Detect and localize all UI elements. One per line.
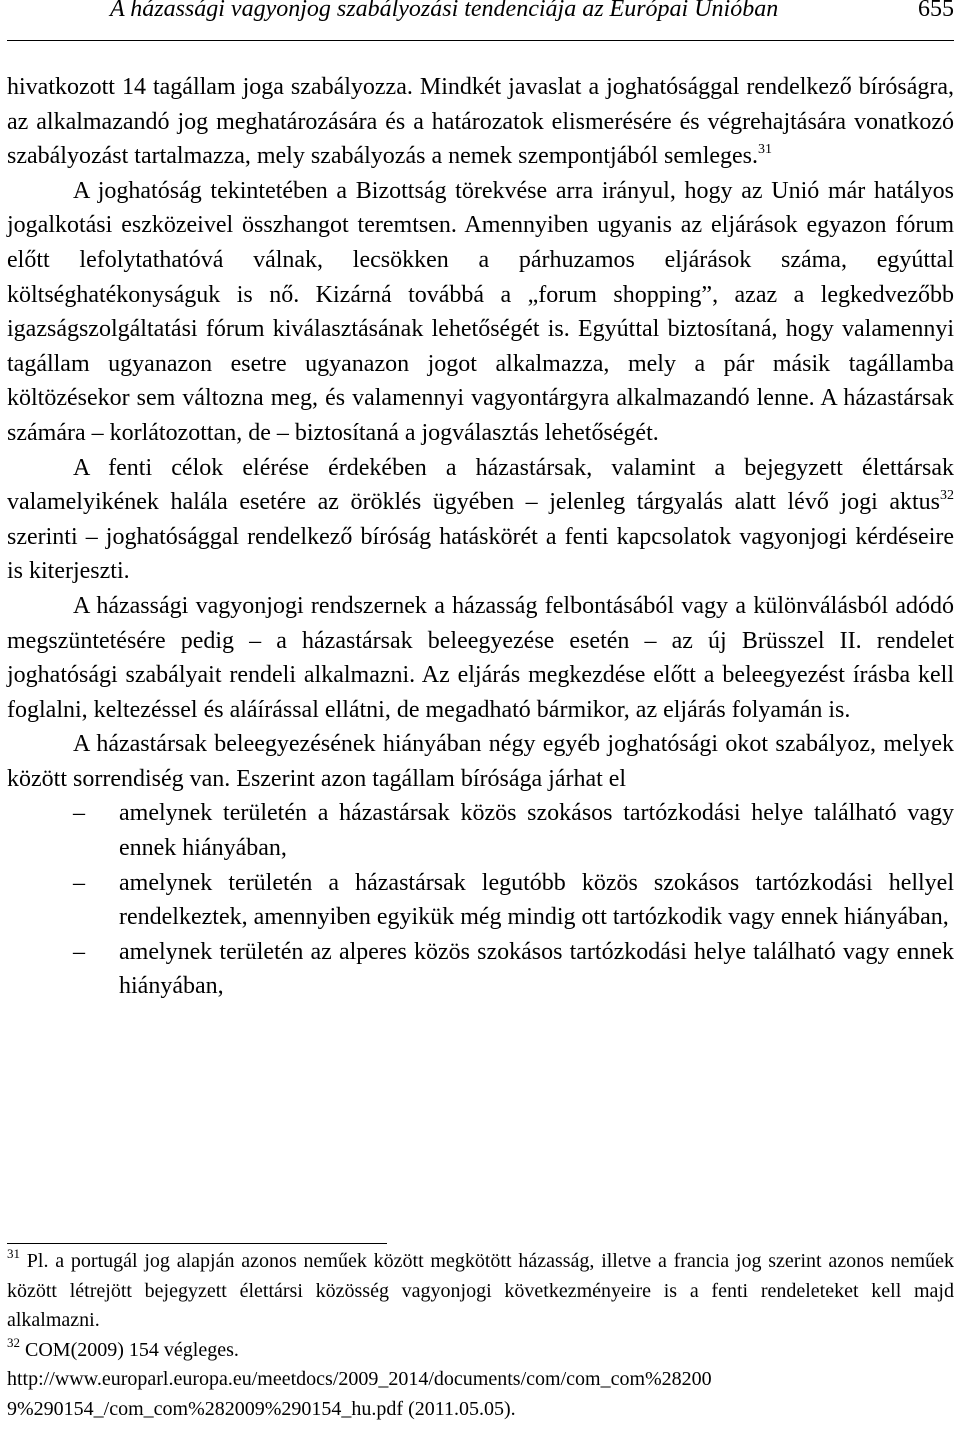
list-item-text: amelynek területén a házastársak legutóbb közös szokásos tartózkodási hellyel rendelkeztek, amennyiben egyikük még mindig ott tartózkodik vagy ennek hiányában, [119,869,954,931]
footnote-32 [7,1336,954,1366]
footnote-32-text: COM(2009) 154 végleges. [20,1338,239,1361]
running-header [7,0,954,41]
list-item-text: amelynek területén az alperes közös szokásos tartózkodási helye található vagy ennek hiányában, [119,938,954,1000]
list-item-text: amelynek területén a házastársak közös szokásos tartózkodási helye található vagy ennek hiányában, [119,800,954,862]
footnote-31-number: 31 [7,1246,20,1261]
paragraph-1 [7,70,954,174]
paragraph-1-text: hivatkozott 14 tagállam joga szabályozza. Mindkét javaslat a joghatósággal rendelkező bíróságra, az alkalmazandó jog meghatározására és a határozatok elismerésére és végrehajtására vonatkozó szabályozást tartalmazza, mely szabályozás a nemek szempontjából semleges. [7,74,954,170]
document-page [7,0,954,1420]
footnotes [7,1247,954,1424]
paragraph-5: A házastársak beleegyezésének hiányában négy egyéb joghatósági okot szabályoz, melyek között sorrendiség van. Eszerint azon tagállam bírósága járhat el [7,731,954,792]
dash-marker: – [73,938,85,965]
page-number: 655 [918,0,954,22]
paragraph-3 [7,451,954,589]
footnote-32-url-line-1[interactable]: http://www.europarl.europa.eu/meetdocs/2009_2014/documents/com/com_com%28200 [7,1368,712,1390]
paragraph-3-text-a: A fenti célok elérése érdekében a házastársak, valamint a bejegyzett élettársak valamelyikének halála esetére az öröklés ügyében – jelenleg tárgyalás alatt lévő jogi aktus [7,454,954,516]
footnote-32-url-line-2[interactable]: 9%290154_/com_com%282009%290154_hu.pdf (2011.05.05). [7,1397,516,1420]
footnote-32-number: 32 [7,1334,20,1350]
body-text [7,70,954,1004]
footnote-31 [7,1247,954,1336]
footnote-separator [7,1243,387,1244]
paragraph-3-text-b: szerinti – joghatósággal rendelkező bíróság hatáskörét a fenti kapcsolatok vagyonjogi kérdéseire is kiterjeszti. [7,523,954,585]
header-title: A házassági vagyonjog szabályozási tendenciája az Európai Unióban [110,0,779,22]
dash-marker: – [73,869,85,896]
footnote-ref-31[interactable]: 31 [758,142,773,158]
footnote-ref-32[interactable]: 32 [940,488,954,504]
list-item [7,796,954,865]
footnote-31-text: Pl. a portugál jog alapján azonos neműek között megkötött házasság, illetve a francia jog szerint azonos neműek között létrejött bejegyzett élettársi közösség vagyonjogi következményeire is a fenti rendeleteket kell majd alkalmazni. [7,1250,954,1331]
list-item [7,935,954,1004]
list-item [7,866,954,935]
paragraph-4: A házassági vagyonjogi rendszernek a házasság felbontásából vagy a különválásból adódó megszüntetésére pedig – a házastársak beleegyezése esetén – az új Brüsszel II. rendelet joghatósági szabályait rendeli alkalmazni. Az eljárás megkezdése előtt a beleegyezést írásba kell foglalni, keltezéssel és aláírással ellátni, de megadható bármikor, az eljárás folyamán is. [7,592,954,723]
jurisdiction-list [7,796,954,1004]
dash-marker: – [73,800,85,827]
paragraph-2: A joghatóság tekintetében a Bizottság törekvése arra irányul, hogy az Unió már hatályos jogalkotási eszközeivel összhangot teremtsen. Amennyiben ugyanis az eljárások egyazon fórum előtt lefolytathatóvá válnak, lecsökken a párhuzamos eljárások száma, egyúttal költséghatékonyságuk is nő. Kizárná továbbá a „forum shopping”, azaz a legkedvezőbb igazságszolgáltatási fórum kiválasztásának lehetőségét is. Egyúttal biztosítaná, hogy valamennyi tagállam ugyanazon esetre ugyanazon jogot alkalmazza, mely a pár másik tagállamba költözésekor sem változna meg, és valamennyi vagyontárgyra alkalmazandó lenne. A házastársak számára – korlátozottan, de – biztosítaná a jogválasztás lehetőségét. [7,177,954,446]
